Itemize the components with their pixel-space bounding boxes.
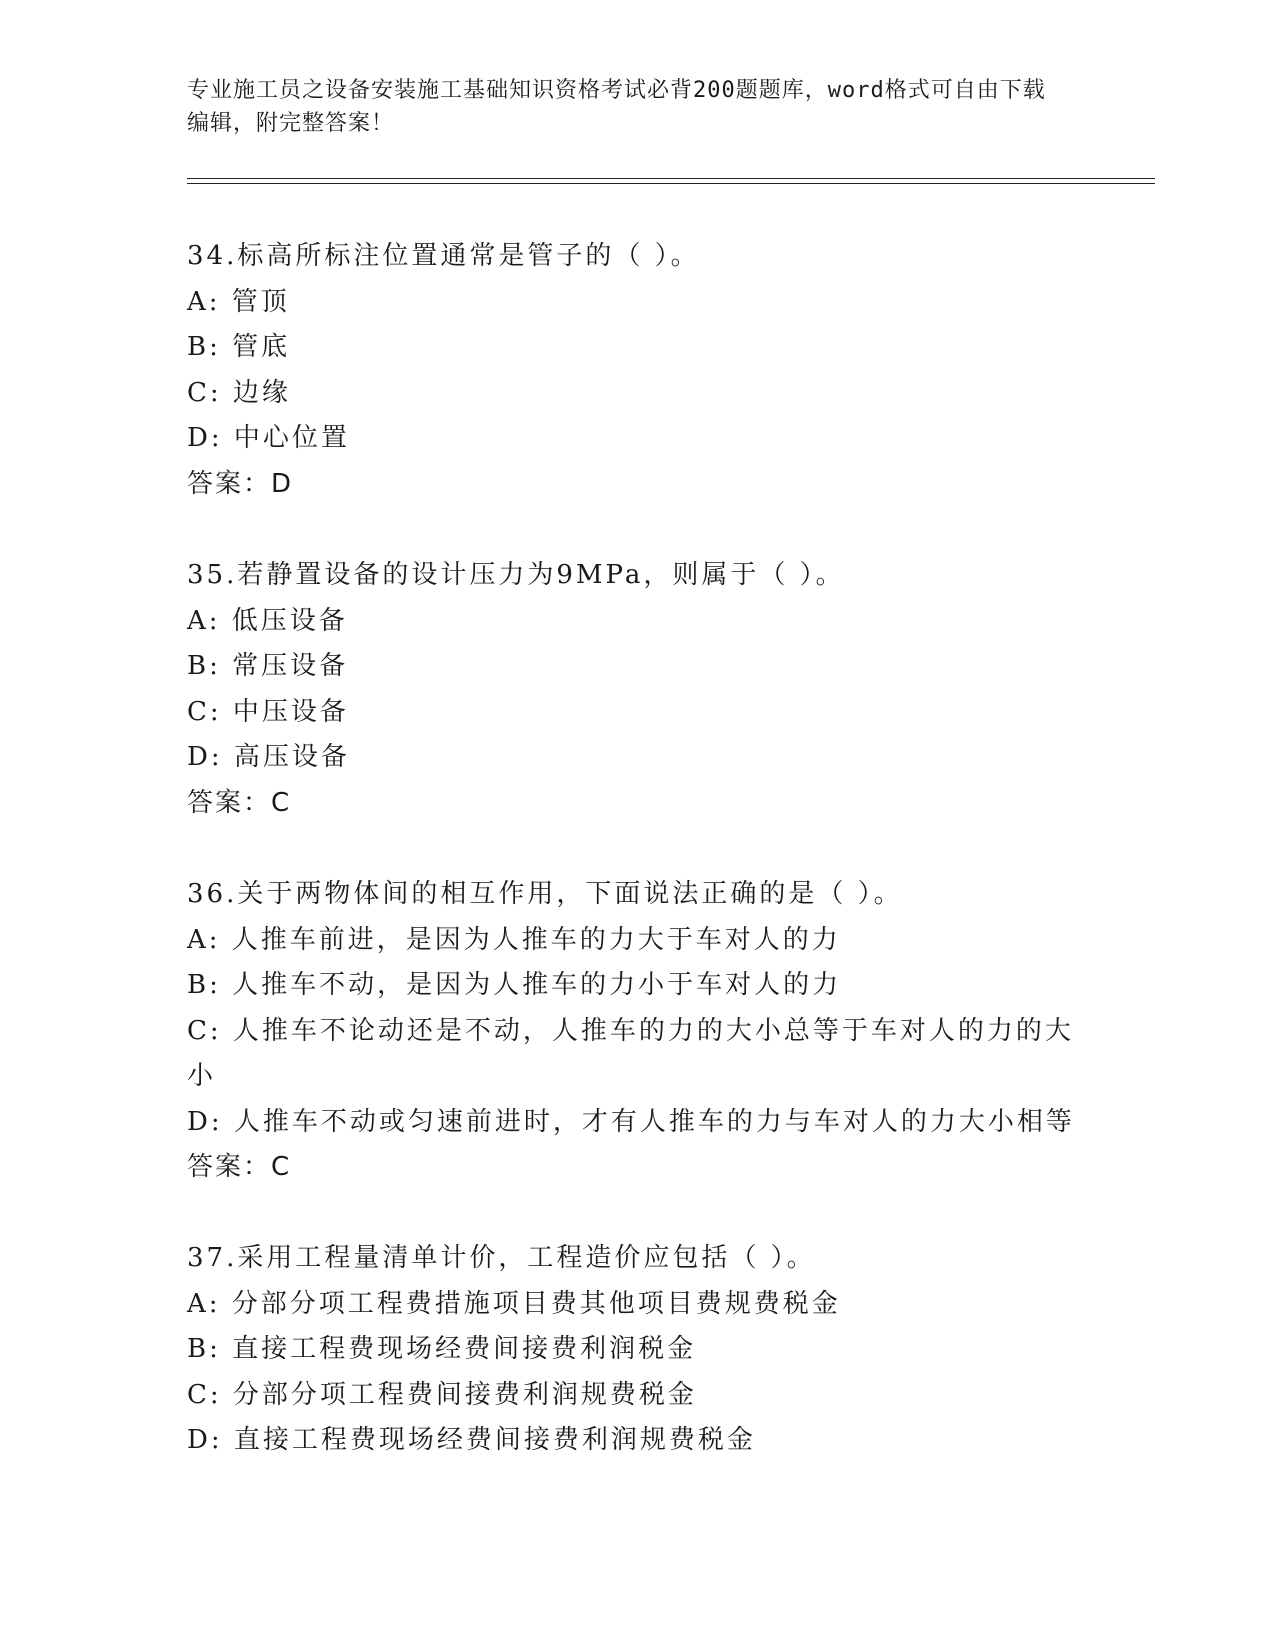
question-36 [187,872,1087,1191]
question-stem: 36.关于两物体间的相互作用，下面说法正确的是（ ）。 [187,879,903,909]
header-divider-top [187,178,1155,179]
question-stem: 35.若静置设备的设计压力为9MPa，则属于（ ）。 [187,560,845,590]
option-c: C: 人推车不论动还是不动，人推车的力的大小总等于车对人的力的大小 [187,1015,1074,1091]
option-d: D: 中心位置 [187,423,350,453]
option-a: A: 人推车前进，是因为人推车的力大于车对人的力 [187,924,841,955]
header-divider-bottom [187,183,1155,184]
question-stem: 34.标高所标注位置通常是管子的（ ）。 [187,241,700,271]
question-stem: 37.采用工程量清单计价，工程造价应包括（ ）。 [187,1243,816,1273]
option-a: A: 分部分项工程费措施项目费其他项目费规费税金 [187,1288,841,1319]
question-35 [187,553,1087,826]
answer-label: 答案：D [187,468,294,499]
option-d: D: 人推车不动或匀速前进时，才有人推车的力与车对人的力大小相等 [187,1106,1075,1137]
option-b: B: 人推车不动，是因为人推车的力小于车对人的力 [187,970,842,1000]
answer-label: 答案：C [187,1152,292,1182]
option-b: B: 常压设备 [187,651,349,681]
option-a: A: 管顶 [187,286,290,317]
option-d: D: 直接工程费现场经费间接费利润规费税金 [187,1425,756,1455]
option-d: D: 高压设备 [187,742,350,772]
option-b: B: 管底 [187,332,291,362]
option-b: B: 直接工程费现场经费间接费利润税金 [187,1334,697,1364]
option-a: A: 低压设备 [187,605,348,636]
question-34 [187,234,1087,507]
document-header: 专业施工员之设备安装施工基础知识资格考试必背200题题库，word格式可自由下载编辑，附完整答案！ [187,78,1046,136]
option-c: C: 中压设备 [187,696,349,727]
question-37 [187,1236,1087,1464]
option-c: C: 分部分项工程费间接费利润规费税金 [187,1379,697,1410]
option-c: C: 边缘 [187,377,291,408]
answer-label: 答案：C [187,787,292,818]
